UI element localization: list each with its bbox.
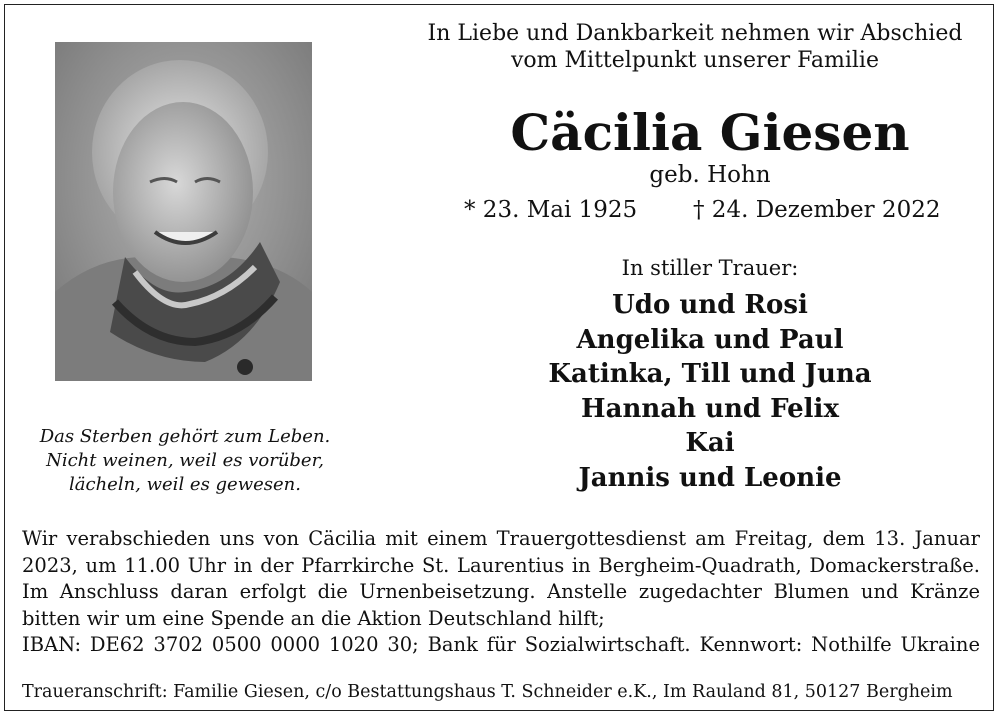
death-date: † 24. Dezember 2022: [693, 197, 941, 223]
intro-text: [400, 20, 990, 74]
service-line: bitten wir um eine Spende an die Aktion Deutschland hilft;: [22, 606, 605, 630]
maiden-name: geb. Hohn: [649, 162, 771, 188]
mourner-name: Hannah und Felix: [581, 393, 839, 424]
service-line: IBAN: DE62 3702 0500 0000 1020 30; Bank für Sozialwirtschaft. Kennwort: Nothilfe Ukraine: [22, 633, 980, 656]
quote-line: lächeln, weil es gewesen.: [69, 474, 301, 495]
portrait-photo: [55, 42, 312, 381]
mourner-name: Katinka, Till und Juna: [548, 359, 872, 389]
service-line: 2023, um 11.00 Uhr in der Pfarrkirche St. Laurentius in Bergheim-Quadrath, Domackerstraße.: [22, 553, 980, 577]
intro-line: vom Mittelpunkt unserer Familie: [511, 48, 879, 73]
memorial-quote: [10, 425, 360, 497]
quote-line: Das Sterben gehört zum Leben.: [39, 426, 331, 447]
mourner-name: Kai: [685, 428, 735, 458]
quote-line: Nicht weinen, weil es vorüber,: [46, 450, 324, 471]
service-line: Wir verabschieden uns von Cäcilia mit einem Trauergottesdienst am Freitag, dem 13. Januar: [22, 527, 980, 550]
birth-date: * 23. Mai 1925: [464, 197, 638, 223]
deceased-name: Cäcilia Giesen: [510, 103, 910, 162]
mourners-heading: In stiller Trauer:: [621, 256, 799, 280]
service-line: Im Anschluss daran erfolgt die Urnenbeisetzung. Anstelle zugedachter Blumen und Kränze: [22, 580, 980, 603]
mourner-name: Angelika und Paul: [576, 324, 844, 355]
mourner-name: Udo und Rosi: [612, 290, 808, 320]
mourner-name: Jannis und Leonie: [578, 462, 842, 493]
mourning-address: Traueranschrift: Familie Giesen, c/o Bestattungshaus T. Schneider e.K., Im Rauland 81, 50127 Bergheim: [22, 682, 953, 702]
mourners-list: [400, 288, 1000, 495]
service-details: [22, 526, 980, 659]
intro-line: In Liebe und Dankbarkeit nehmen wir Abschied: [427, 21, 963, 46]
